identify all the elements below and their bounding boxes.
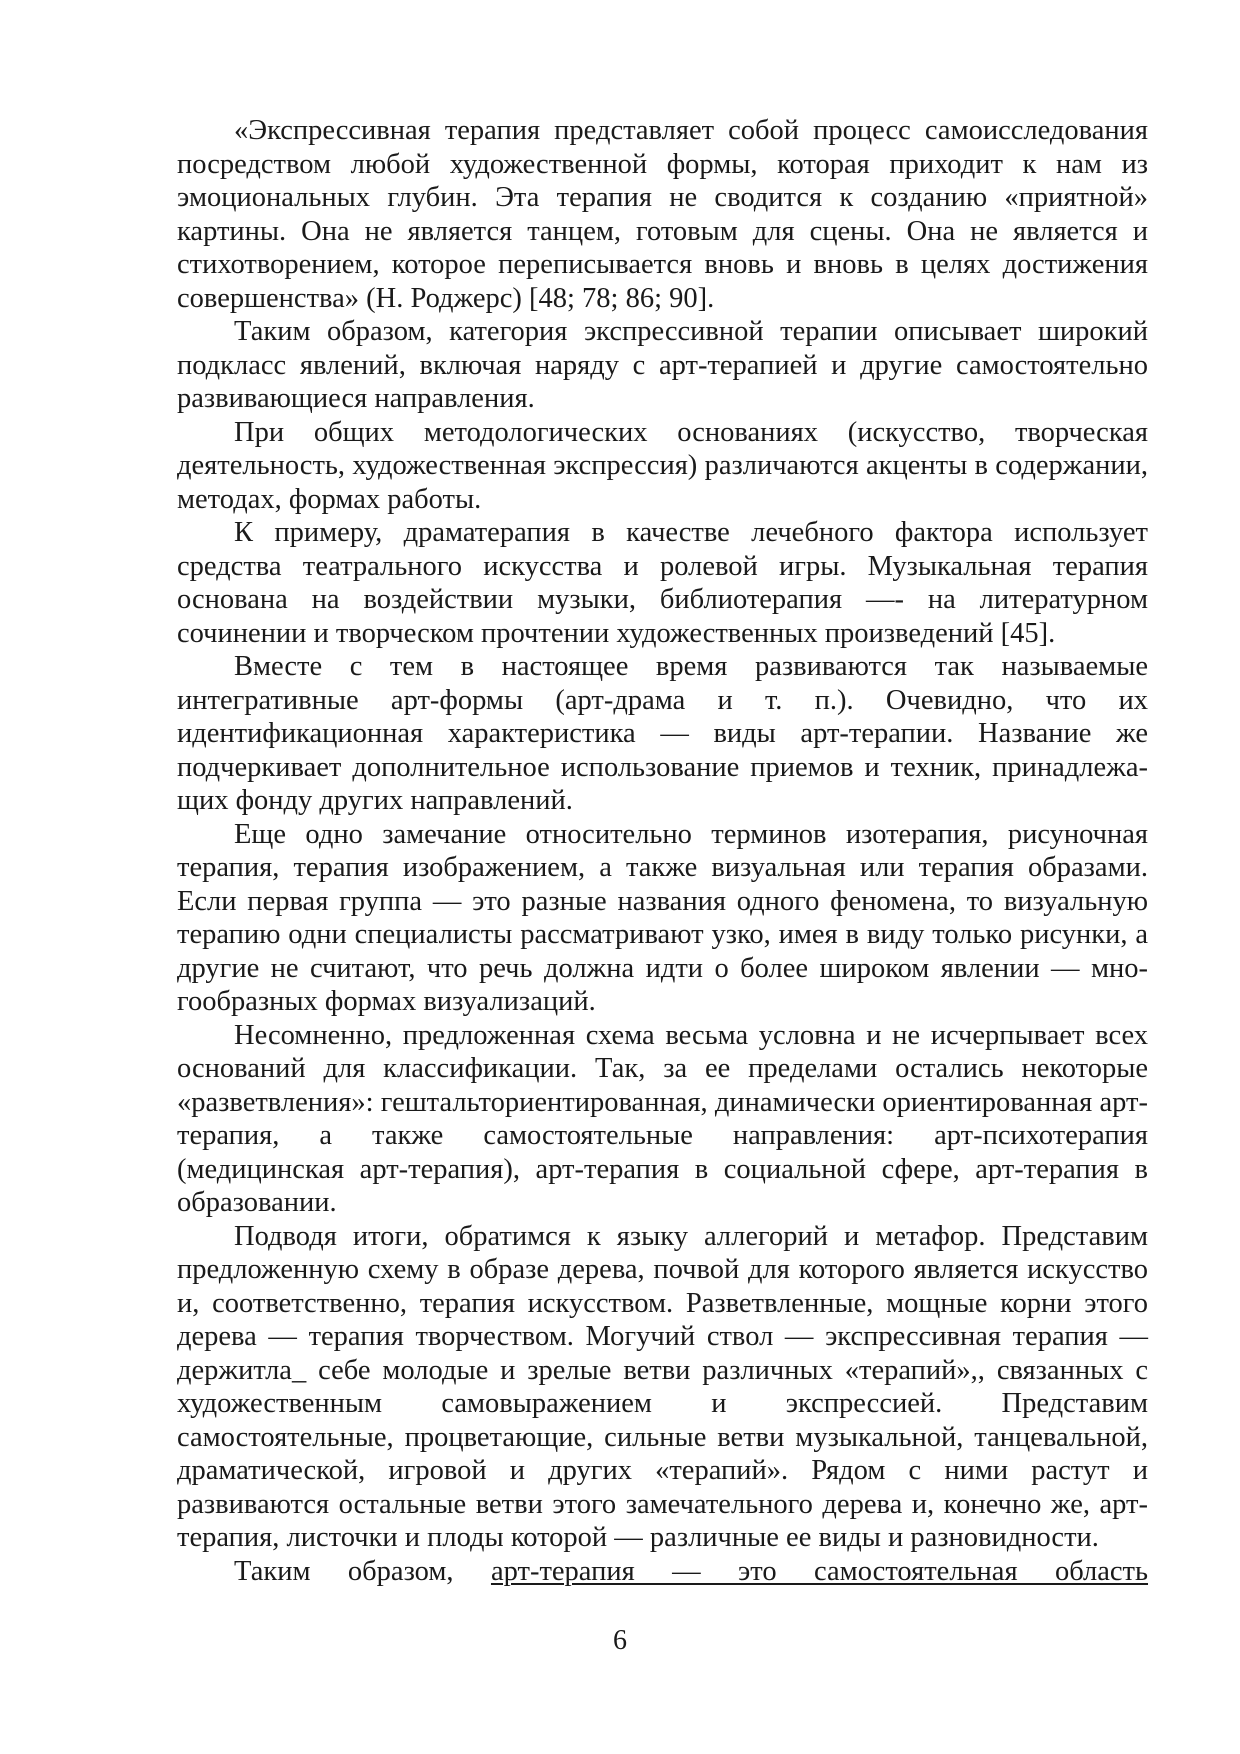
paragraph-1: «Экспрессивная терапия представляет собой процесс самоисследования посредством любой художественной формы, которая приходит к нам из эмоциональных глубин. Эта терапия не сводится к созданию «приятной» картины. Она не является танцем, готовым для сцены. Она не является и стихотворением, которое переписывается вновь и вновь в целях достижения совершенства» (Н. Роджерс) [48; 78; 86; 90]. xyxy=(177,115,1148,314)
final-line-underlined: арт-терапия — это самостоятельная область xyxy=(490,1555,1149,1587)
paragraph-7: Несомненно, предложенная схема весьма условна и не исчерпывает всех оснований для классификации. Так, за ее пределами остались некоторые «разветвления»: гештальториентированная, динамически ориентированная арт-терапия, а также самостоятельные направления: арт-психотерапия (медицинская арт-терапия), арт-терапия в социальной сфере, арт-терапия в образовании. xyxy=(177,1019,1148,1218)
final-line-lead: Таким образом, xyxy=(234,1555,454,1587)
paragraph-final xyxy=(177,1555,1148,1589)
paragraph-3: При общих методологических основаниях (искусство, творческая деятельность, художественная экспрессия) различаются акценты в содержании, методах, формах работы. xyxy=(177,416,1148,515)
page-number: 6 xyxy=(613,1625,627,1656)
paragraph-5: Вместе с тем в настоящее время развиваются так называемые интегративные арт-формы (арт-драма и т. п.). Очевидно, что их идентификационная характеристика — виды арт-терапии. Название же подчеркивает дополнительное использование приемов и техник, принадлежащих фонду других направлений. xyxy=(177,651,1148,816)
paragraph-8: Подводя итоги, обратимся к языку аллегорий и метафор. Представим предложенную схему в образе дерева, почвой для которого является искусство и, соответственно, терапия искусством. Разветвленные, мощные корни этого дерева — терапия творчеством. Могучий ствол — экспрессивная терапия — держитла_ себе молодые и зрелые ветви различных «терапий»,, связанных с художественным самовыражением и экспрессией. Представим самостоятельные, процветающие, сильные ветви музыкальной, танцевальной, драматической, игровой и других «терапий». Рядом с ними растут и развиваются остальные ветви этого замечательного дерева и, конечно же, арт-терапия, листочки и плоды которой — различные ее виды и разновидности. xyxy=(177,1220,1148,1553)
paragraph-2: Таким образом, категория экспрессивной терапии описывает широкий подкласс явлений, включая наряду с арт-терапией и другие самостоятельно развивающиеся направления. xyxy=(177,316,1148,414)
document-body xyxy=(177,114,1148,1588)
paragraph-6: Еще одно замечание относительно терминов изотерапия, рисуночная терапия, терапия изображением, а также визуальная или терапия образами. Если первая группа — это разные названия одного феномена, то визуальную терапию одни специалисты рассматривают узко, имея в виду только рисунки, а другие не считают, что речь должна идти о более широком явлении — многообразных формах визуализаций. xyxy=(177,818,1148,1017)
paragraph-4: К примеру, драматерапия в качестве лечебного фактора использует средства театрального искусства и ролевой игры. Музыкальная терапия основана на воздействии музыки, библиотерапия —- на литературном сочинении и творческом прочтении художественных произведений [45]. xyxy=(177,517,1148,649)
